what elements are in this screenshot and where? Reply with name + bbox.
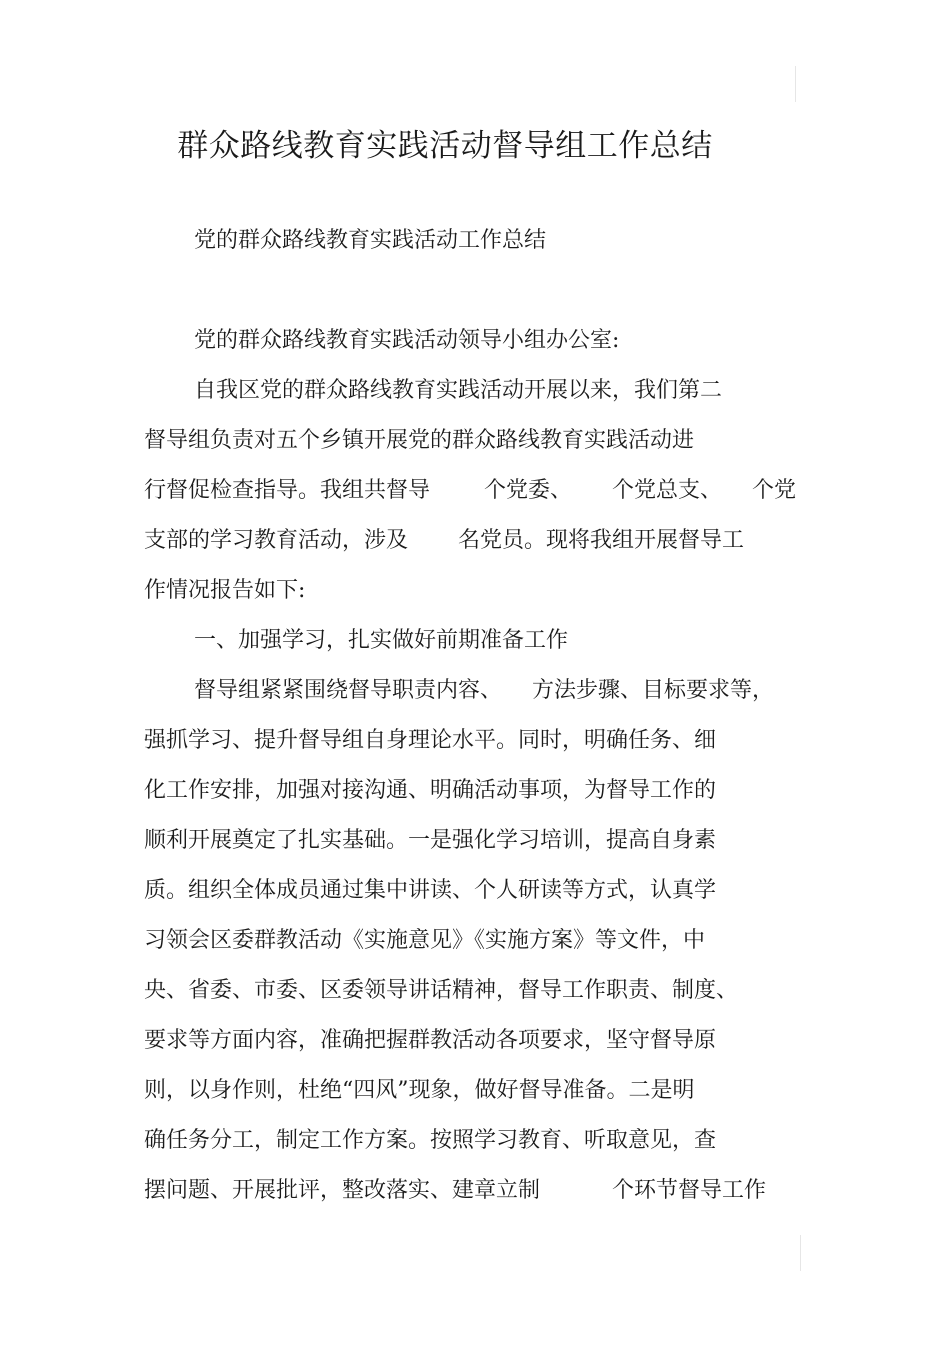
text-segment: 名党员。现将我组开展督导工 bbox=[458, 528, 745, 553]
salutation: 党的群众路线教育实践活动领导小组办公室: bbox=[194, 328, 620, 353]
paragraph-2-line-9: 则，以身作则，杜绝“四风”现象，做好督导准备。二是明 bbox=[144, 1078, 695, 1103]
paragraph-2-line-5: 质。组织全体成员通过集中讲读、个人研读等方式，认真学 bbox=[144, 878, 717, 903]
paragraph-1-line-4 bbox=[144, 526, 744, 556]
text-segment: 个环节督导工作 bbox=[612, 1178, 767, 1203]
text-segment: 个党 bbox=[752, 478, 797, 503]
text-segment: 支部的学习教育活动，涉及 bbox=[144, 528, 409, 553]
text-segment: 个党总支、 bbox=[612, 478, 723, 503]
paragraph-2-line-7: 央、省委、市委、区委领导讲话精神，督导工作职责、制度、 bbox=[144, 978, 739, 1003]
document-subtitle: 党的群众路线教育实践活动工作总结 bbox=[194, 228, 547, 253]
paragraph-2-line-10: 确任务分工，制定工作方案。按照学习教育、听取意见，查 bbox=[144, 1128, 717, 1153]
paragraph-2-line-4: 顺利开展奠定了扎实基础。一是强化学习培训，提高自身素 bbox=[144, 828, 717, 853]
text-segment: 摆问题、开展批评，整改落实、建章立制 bbox=[144, 1178, 541, 1203]
document-title: 群众路线教育实践活动督导组工作总结 bbox=[177, 128, 713, 164]
page-edge-line-top bbox=[795, 66, 796, 102]
paragraph-2-line-6: 习领会区委群教活动《实施意见》《实施方案》等文件，中 bbox=[144, 928, 706, 953]
paragraph-1-line-5: 作情况报告如下: bbox=[144, 578, 306, 603]
text-segment: 个党委、 bbox=[484, 478, 573, 503]
section-heading-1: 一、加强学习，扎实做好前期准备工作 bbox=[194, 628, 569, 653]
paragraph-1-line-3 bbox=[144, 476, 796, 506]
text-segment: 方法步骤、目标要求等， bbox=[532, 678, 775, 703]
text-segment: 督导组紧紧围绕督导职责内容、 bbox=[194, 678, 503, 703]
paragraph-1-line-2: 督导组负责对五个乡镇开展党的群众路线教育实践活动进 bbox=[144, 428, 695, 453]
paragraph-2-line-2: 强抓学习、提升督导组自身理论水平。同时，明确任务、细 bbox=[144, 728, 717, 753]
text-segment: 行督促检查指导。我组共督导 bbox=[144, 478, 431, 503]
paragraph-2-line-3: 化工作安排，加强对接沟通、明确活动事项，为督导工作的 bbox=[144, 778, 717, 803]
paragraph-1-line-1: 自我区党的群众路线教育实践活动开展以来，我们第二 bbox=[194, 378, 723, 403]
paragraph-2-line-1 bbox=[194, 676, 774, 706]
paragraph-2-line-8: 要求等方面内容，准确把握群教活动各项要求，坚守督导原 bbox=[144, 1028, 717, 1053]
paragraph-2-line-11 bbox=[144, 1176, 766, 1206]
page-edge-line-bottom bbox=[800, 1235, 801, 1271]
